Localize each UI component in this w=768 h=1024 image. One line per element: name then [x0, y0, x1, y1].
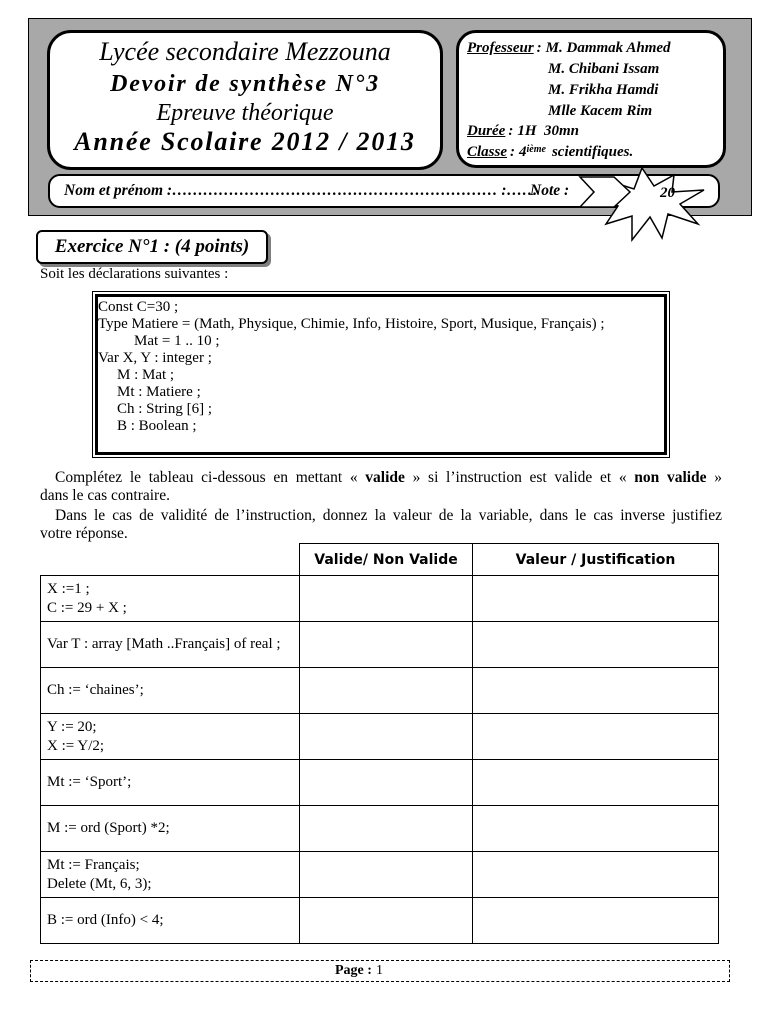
professor-name: M. Dammak Ahmed	[545, 40, 671, 56]
exercise-title: Exercice N°1 : (4 points)	[54, 236, 250, 257]
code-line: Type Matiere = (Math, Physique, Chimie, Info, Histoire, Sport, Musique, Français) ;	[98, 316, 605, 332]
table-header-empty-cell	[41, 544, 300, 576]
class-level-suffix: ième	[526, 144, 546, 155]
instruction-line: B := ord (Info) < 4;	[47, 912, 164, 928]
duration-line	[467, 121, 579, 141]
duration-label: Durée	[467, 123, 506, 139]
table-header-value: Valeur / Justification	[473, 544, 719, 576]
table-header-row	[41, 544, 719, 576]
code-line: Const C=30 ;	[98, 299, 179, 315]
instruction-line: X :=1 ;	[47, 580, 90, 597]
validity-answer-cell	[300, 714, 473, 760]
page-number: 1	[375, 963, 383, 978]
professor-label: Professeur	[467, 40, 534, 56]
value-justification-cell	[473, 760, 719, 806]
value-justification-cell	[473, 576, 719, 622]
table-row	[41, 806, 719, 852]
exam-info-box	[456, 30, 726, 168]
validity-answer-cell	[300, 806, 473, 852]
note-badge	[570, 162, 720, 244]
instruction-cell	[41, 806, 300, 852]
table-row	[41, 714, 719, 760]
separator: :	[510, 144, 516, 160]
instruction-paragraph-1-line-2: dans le cas contraire.	[40, 487, 170, 504]
instruction-cell	[41, 668, 300, 714]
exercise-intro: Soit les déclarations suivantes :	[40, 266, 229, 282]
table-row	[41, 576, 719, 622]
code-line: Var X, Y : integer ;	[98, 350, 212, 366]
keyword-valide: valide	[365, 469, 405, 486]
table-row	[41, 760, 719, 806]
instruction-paragraph-2-line-1: Dans le cas de validité de l’instruction, donnez la valeur de la variable, dans le cas inverse justifiez	[55, 507, 722, 524]
code-line: Mt : Matiere ;	[117, 384, 201, 400]
table-row	[41, 898, 719, 944]
professor-line	[467, 38, 671, 58]
validity-answer-cell	[300, 760, 473, 806]
note-label: Note :	[530, 182, 570, 199]
code-line: M : Mat ;	[117, 367, 175, 383]
class-label: Classe	[467, 144, 508, 160]
instruction-cell	[41, 622, 300, 668]
student-name-label: Nom et prénom :……………………………………………………… :……	[64, 182, 538, 199]
value-justification-cell	[473, 852, 719, 898]
instruction-line: Delete (Mt, 6, 3);	[47, 875, 152, 892]
instruction-paragraph-2-line-2: votre réponse.	[40, 525, 128, 542]
instruction-text: Complétez le tableau ci-dessous en mettant «	[55, 469, 366, 486]
instruction-text: »	[706, 469, 722, 486]
instruction-line: Mt := ‘Sport’;	[47, 774, 132, 790]
duration-value: 1H 30mn	[517, 123, 580, 139]
instruction-line: Ch := ‘chaines’;	[47, 682, 144, 698]
instruction-cell	[41, 760, 300, 806]
validity-answer-cell	[300, 898, 473, 944]
school-year: Année Scolaire 2012 / 2013	[74, 127, 416, 156]
exam-type: Epreuve théorique	[156, 100, 334, 126]
validity-answer-cell	[300, 576, 473, 622]
school-name: Lycée secondaire Mezzouna	[99, 37, 391, 66]
value-justification-cell	[473, 806, 719, 852]
note-total: 20	[660, 185, 675, 201]
code-line: Mat = 1 .. 10 ;	[134, 333, 220, 349]
separator: :	[536, 40, 542, 56]
instruction-line: M := ord (Sport) *2;	[47, 820, 170, 836]
table-row	[41, 852, 719, 898]
exam-title: Devoir de synthèse N°3	[110, 71, 380, 97]
separator: :	[508, 123, 514, 139]
class-line	[467, 142, 633, 162]
professor-name: Mlle Kacem Rim	[548, 103, 653, 119]
value-justification-cell	[473, 622, 719, 668]
class-level: 4	[519, 144, 527, 160]
validity-answer-cell	[300, 852, 473, 898]
validity-answer-cell	[300, 622, 473, 668]
value-justification-cell	[473, 714, 719, 760]
table-row	[41, 668, 719, 714]
keyword-non-valide: non valide	[634, 469, 707, 486]
instruction-line: C := 29 + X ;	[47, 599, 127, 616]
answer-table	[40, 543, 719, 944]
value-justification-cell	[473, 668, 719, 714]
instruction-text: » si l’instruction est valide et «	[404, 469, 635, 486]
instruction-line: Var T : array [Math ..Français] of real ;	[47, 636, 281, 652]
instruction-cell	[41, 898, 300, 944]
instruction-cell	[41, 714, 300, 760]
instruction-line: Mt := Français;	[47, 856, 140, 873]
page-label: Page :	[335, 963, 372, 978]
code-line: Ch : String [6] ;	[117, 401, 213, 417]
instruction-line: Y := 20;	[47, 718, 97, 735]
exam-title-box	[47, 30, 443, 170]
professor-name: M. Chibani Issam	[548, 61, 660, 77]
validity-answer-cell	[300, 668, 473, 714]
table-row	[41, 622, 719, 668]
instruction-line: X := Y/2;	[47, 737, 105, 754]
table-header-validity: Valide/ Non Valide	[300, 544, 473, 576]
page-footer	[30, 960, 730, 982]
instruction-paragraph-1-line-1	[55, 469, 722, 487]
declarations-code-box	[92, 291, 670, 458]
professor-name: M. Frikha Hamdi	[548, 82, 659, 98]
instruction-cell	[41, 576, 300, 622]
instruction-cell	[41, 852, 300, 898]
class-name: scientifiques.	[551, 144, 634, 160]
code-line: B : Boolean ;	[117, 418, 197, 434]
value-justification-cell	[473, 898, 719, 944]
page-indicator	[335, 961, 383, 981]
exercise-title-box	[36, 230, 268, 264]
